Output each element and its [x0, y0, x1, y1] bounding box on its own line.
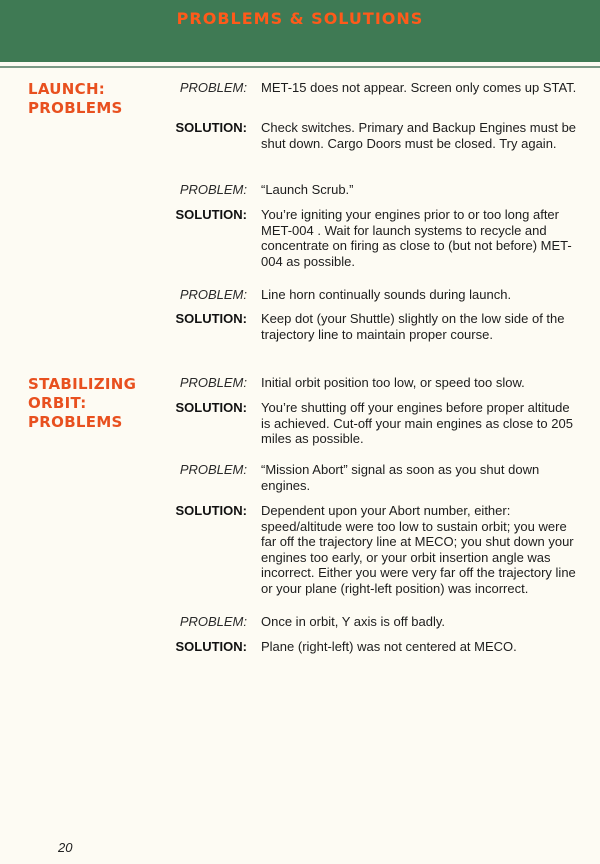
solution-label: SOLUTION:: [175, 400, 247, 415]
section-heading-label: LAUNCH: PROBLEMS: [28, 80, 123, 117]
solution-label: SOLUTION:: [175, 639, 247, 654]
problem-text: Initial orbit position too low, or speed too slow.: [261, 375, 525, 390]
solution-label: SOLUTION:: [175, 503, 247, 518]
solution-text: Keep dot (your Shuttle) slightly on the low side of the trajectory line to maintain proper course.: [261, 311, 565, 342]
solution-text: Dependent upon your Abort number, either: speed/altitude were too low to sustain orbit; you were far off the trajectory line at MECO; you shut down your engines too early, or your orbit insertion angle was incorrect. Either you were very far off the trajectory line or your plane (right-left position) was incorrect.: [261, 503, 576, 596]
problem-label: PROBLEM:: [179, 375, 247, 390]
solution-label: SOLUTION:: [175, 207, 247, 222]
problem-text: “Launch Scrub.”: [261, 182, 354, 197]
solution-label: SOLUTION:: [175, 120, 247, 135]
problem-label: PROBLEM:: [179, 287, 247, 302]
problem-text: Once in orbit, Y axis is off badly.: [261, 614, 446, 629]
section-heading-label: STABILIZING ORBIT: PROBLEMS: [28, 375, 137, 431]
problem-label: PROBLEM:: [179, 614, 247, 629]
page-title: PROBLEMS & SOLUTIONS: [176, 9, 424, 28]
header-divider: [0, 66, 600, 68]
solution-label: SOLUTION:: [175, 311, 247, 326]
solution-text: Plane (right-left) was not centered at MECO.: [261, 639, 517, 654]
solution-text: You’re shutting off your engines before proper altitude is achieved. Cut-off your main engines as close to 205 miles as possible.: [261, 400, 573, 446]
page-number: 20: [58, 840, 73, 855]
problem-label: PROBLEM:: [179, 182, 247, 197]
problem-text: Line horn continually sounds during launch.: [261, 287, 512, 302]
problem-label: PROBLEM:: [179, 80, 247, 95]
solution-text: Check switches. Primary and Backup Engines must be shut down. Cargo Doors must be closed. Try again.: [261, 120, 577, 151]
problem-label: PROBLEM:: [179, 462, 247, 477]
problem-text: “Mission Abort” signal as soon as you shut down engines.: [261, 462, 540, 493]
section-heading-launch: [28, 80, 153, 118]
problem-text: MET-15 does not appear. Screen only comes up STAT.: [261, 80, 577, 95]
section-heading-stabilizing-orbit: [28, 375, 153, 432]
solution-text: You’re igniting your engines prior to or too long after MET-004 . Wait for launch systems to recycle and concentrate on firing as close to (but not before) MET-004 as possible.: [261, 207, 572, 269]
